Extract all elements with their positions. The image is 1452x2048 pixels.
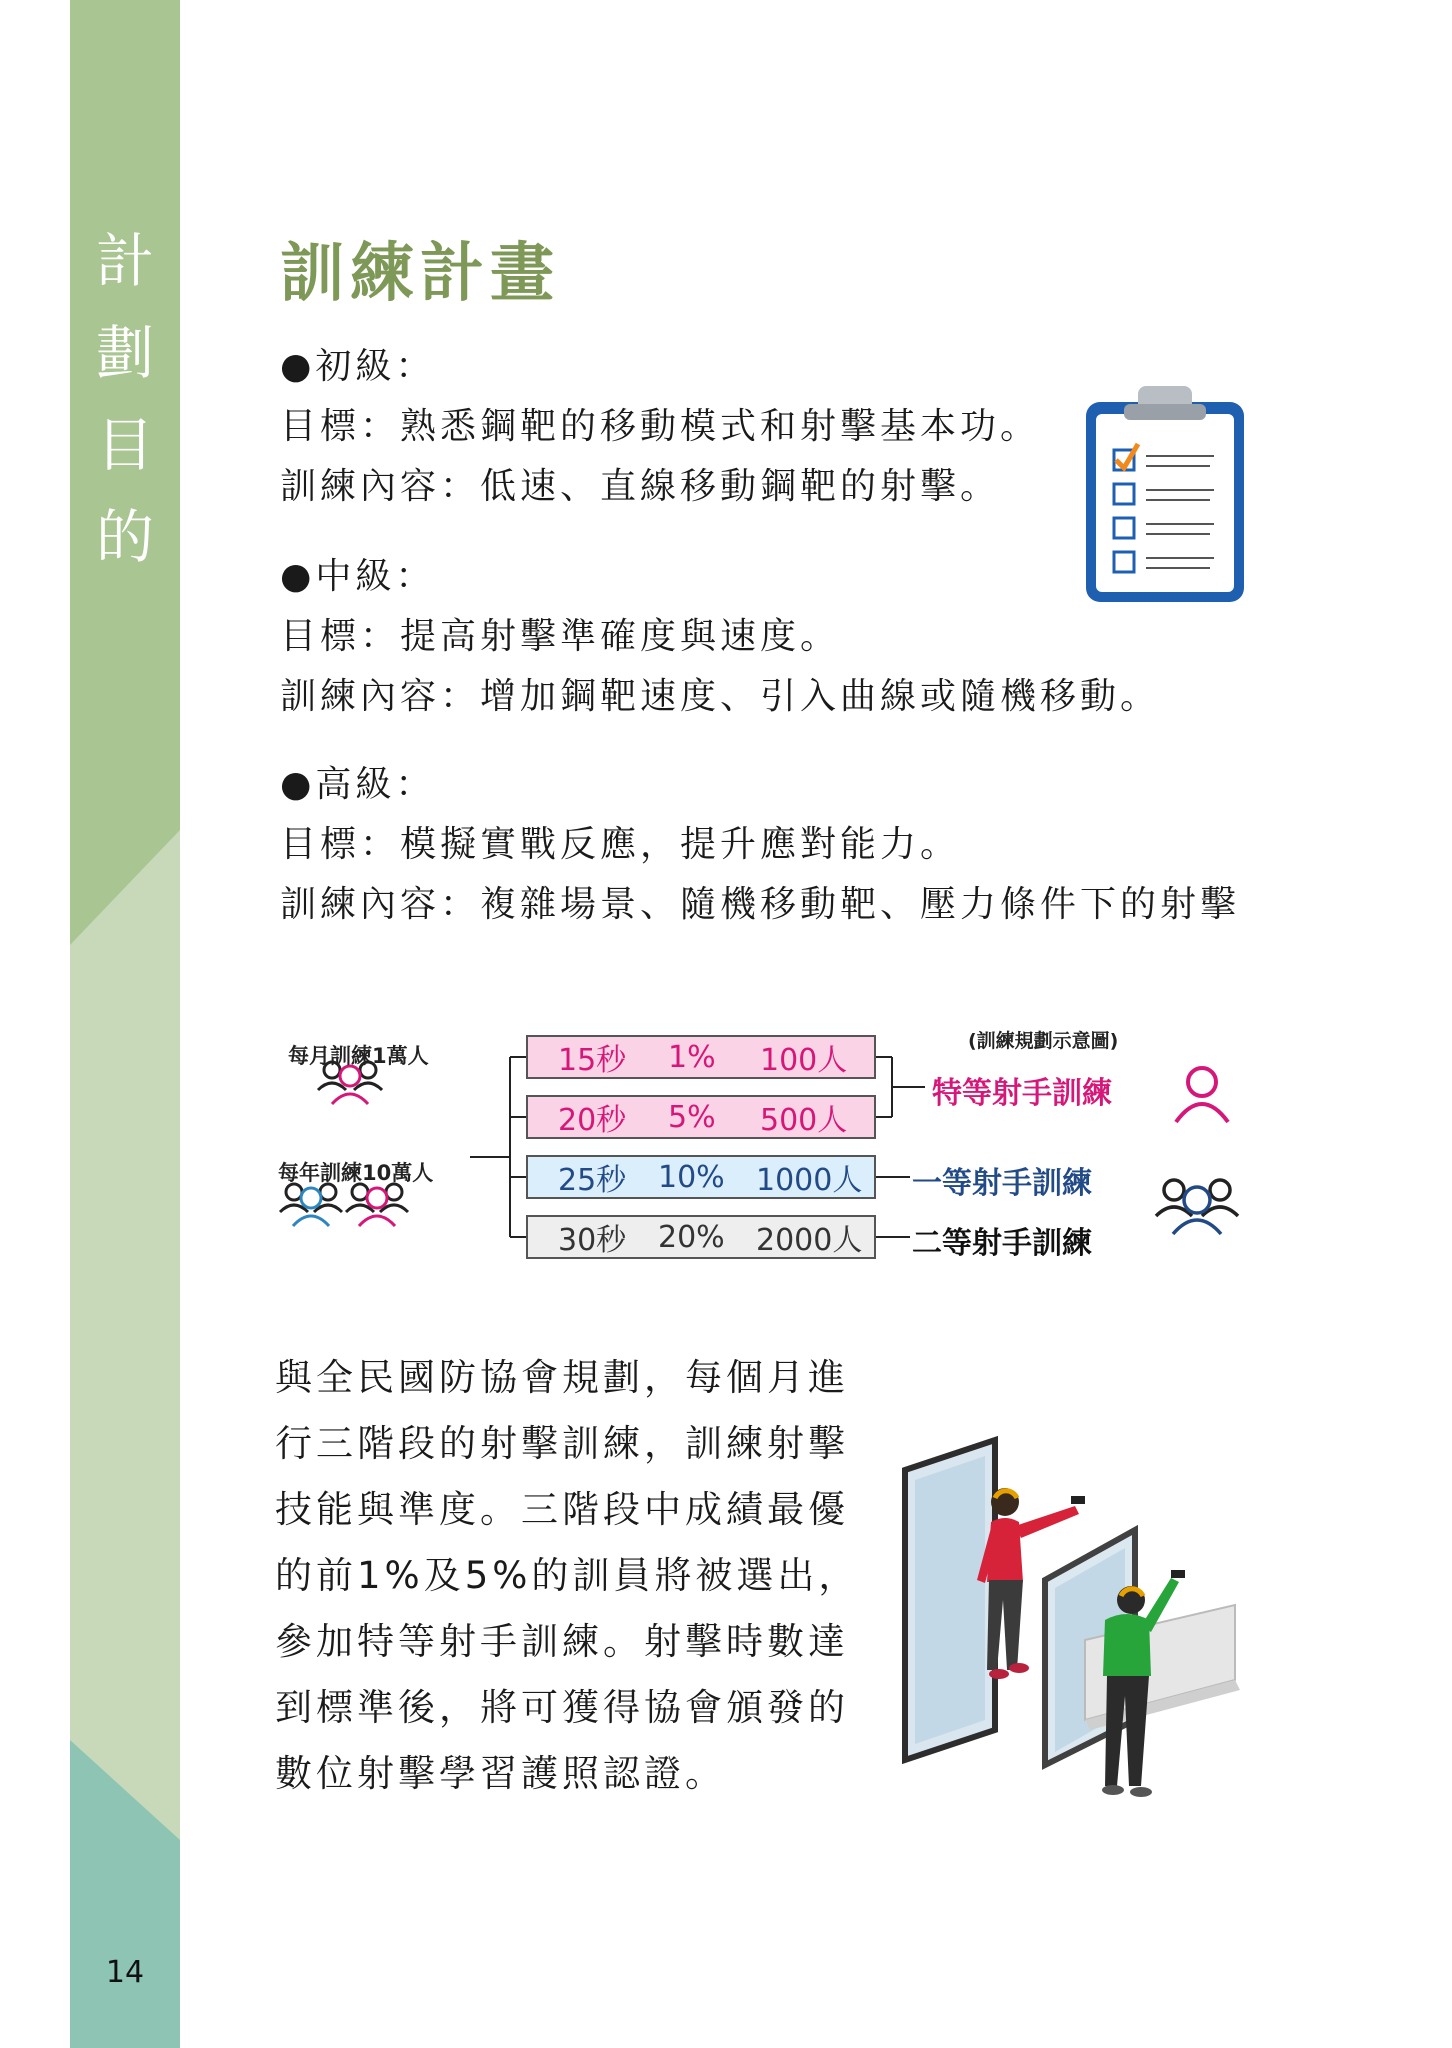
tier-row xyxy=(526,1095,876,1139)
special-marksman-label: 特等射手訓練 xyxy=(932,1076,1112,1111)
sidebar-title xyxy=(70,215,180,583)
level-advanced xyxy=(280,755,1240,935)
sidebar-char: 的 xyxy=(95,503,154,571)
training-plan-diagram xyxy=(270,1020,1270,1290)
level-intermediate xyxy=(280,547,1160,727)
paragraph-line: 參加特等射手訓練。射擊時數達 xyxy=(275,1620,849,1663)
paragraph-line: 到標準後，將可獲得協會頒發的 xyxy=(275,1686,849,1729)
level-goal: 目標：熟悉鋼靶的移動模式和射擊基本功。 xyxy=(280,406,1041,447)
level-content: 訓練內容：複雜場景、隨機移動靶、壓力條件下的射擊 xyxy=(280,884,1241,925)
marksman-icon xyxy=(1176,1068,1228,1122)
tier-time: 25秒 xyxy=(558,1163,627,1198)
tier-count: 500人 xyxy=(760,1103,848,1138)
tier-time: 30秒 xyxy=(558,1223,627,1258)
paragraph-line: 技能與準度。三階段中成績最優 xyxy=(275,1488,849,1531)
clipboard-checklist-icon xyxy=(1080,380,1250,614)
paragraph-line: 行三階段的射擊訓練，訓練射擊 xyxy=(275,1422,849,1465)
sidebar-char: 計 xyxy=(95,227,154,295)
tier-count: 2000人 xyxy=(756,1223,863,1258)
group-icon-yearly xyxy=(280,1184,408,1226)
level-content: 訓練內容：低速、直線移動鋼靶的射擊。 xyxy=(280,466,1001,507)
tier-time: 15秒 xyxy=(558,1043,627,1078)
paragraph-line: 與全民國防協會規劃，每個月進 xyxy=(275,1356,849,1399)
tier-time: 20秒 xyxy=(558,1103,627,1138)
tier-percent: 20% xyxy=(658,1219,725,1255)
level-goal: 目標：提高射擊準確度與速度。 xyxy=(280,616,841,657)
tier-row xyxy=(526,1035,876,1079)
level-heading: ●高級： xyxy=(280,764,436,805)
yearly-label: 每年訓練10萬人 xyxy=(278,1161,434,1185)
page-number: 14 xyxy=(105,1955,145,1990)
level-heading: ●初級： xyxy=(280,346,436,387)
description-paragraph xyxy=(275,1345,875,1807)
level-content: 訓練內容：增加鋼靶速度、引入曲線或隨機移動。 xyxy=(280,676,1161,717)
tier-percent: 1% xyxy=(668,1039,716,1075)
tier-percent: 5% xyxy=(668,1099,716,1135)
first-class-label: 一等射手訓練 xyxy=(912,1166,1092,1201)
level-heading: ●中級： xyxy=(280,556,436,597)
monthly-label: 每月訓練1萬人 xyxy=(288,1044,429,1068)
shooting-range-illustration xyxy=(895,1430,1255,1834)
page-title: 訓練計畫 xyxy=(280,237,560,311)
second-class-label: 二等射手訓練 xyxy=(912,1226,1092,1261)
level-goal: 目標：模擬實戰反應，提升應對能力。 xyxy=(280,824,961,865)
tier-count: 1000人 xyxy=(756,1163,863,1198)
group-icon-marksmen xyxy=(1156,1180,1238,1234)
tier-row xyxy=(526,1215,876,1259)
paragraph-line: 的前1%及5%的訓員將被選出， xyxy=(275,1554,860,1597)
tier-row xyxy=(526,1155,876,1199)
diagram-caption: (訓練規劃示意圖) xyxy=(968,1030,1119,1052)
paragraph-line: 數位射擊學習護照認證。 xyxy=(275,1752,726,1795)
sidebar-char: 劃 xyxy=(95,319,154,387)
tier-count: 100人 xyxy=(760,1043,848,1078)
tier-percent: 10% xyxy=(658,1159,725,1195)
level-beginner xyxy=(280,337,1040,517)
sidebar-char: 目 xyxy=(95,411,154,479)
